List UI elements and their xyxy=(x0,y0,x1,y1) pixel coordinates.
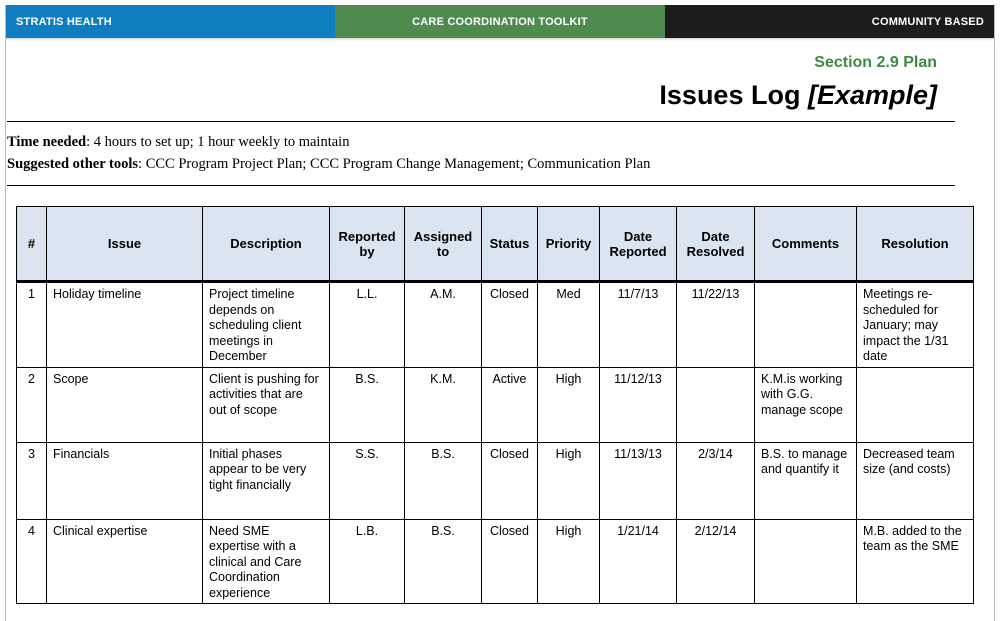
cell-number: 4 xyxy=(17,519,47,604)
column-header: Issue xyxy=(47,207,203,282)
cell-assigned-to: K.M. xyxy=(405,367,482,442)
cell-assigned-to: B.S. xyxy=(405,519,482,604)
cell-priority: High xyxy=(538,519,600,604)
column-header: # xyxy=(17,207,47,282)
cell-date-resolved: 2/3/14 xyxy=(677,442,755,519)
banner-setting: COMMUNITY BASED xyxy=(665,5,994,38)
cell-date-reported: 11/7/13 xyxy=(600,282,677,368)
cell-comments: K.M.is working with G.G. manage scope xyxy=(755,367,857,442)
time-needed xyxy=(7,134,349,151)
cell-date-resolved xyxy=(677,367,755,442)
cell-issue: Scope xyxy=(47,367,203,442)
column-header: Assigned to xyxy=(405,207,482,282)
column-header: Resolution xyxy=(857,207,974,282)
cell-status: Active xyxy=(482,367,538,442)
table-row xyxy=(17,442,974,519)
page-title xyxy=(659,80,937,111)
cell-status: Closed xyxy=(482,282,538,368)
cell-date-reported: 1/21/14 xyxy=(600,519,677,604)
cell-reported-by: S.S. xyxy=(330,442,405,519)
cell-description: Project timeline depends on scheduling client meetings in December xyxy=(203,282,330,368)
title-emphasis: [Example] xyxy=(807,80,937,110)
cell-assigned-to: B.S. xyxy=(405,442,482,519)
other-tools-value: : CCC Program Project Plan; CCC Program Change Management; Communication Plan xyxy=(138,156,651,172)
cell-date-resolved: 2/12/14 xyxy=(677,519,755,604)
cell-issue: Clinical expertise xyxy=(47,519,203,604)
table-row xyxy=(17,282,974,368)
cell-date-reported: 11/13/13 xyxy=(600,442,677,519)
cell-issue: Holiday timeline xyxy=(47,282,203,368)
time-needed-value: : 4 hours to set up; 1 hour weekly to maintain xyxy=(86,134,350,150)
cell-reported-by: L.L. xyxy=(330,282,405,368)
cell-priority: Med xyxy=(538,282,600,368)
section-label: Section 2.9 Plan xyxy=(814,54,937,71)
cell-issue: Financials xyxy=(47,442,203,519)
cell-reported-by: B.S. xyxy=(330,367,405,442)
top-divider xyxy=(7,121,955,122)
column-header: Date Resolved xyxy=(677,207,755,282)
other-tools xyxy=(7,156,650,173)
cell-resolution xyxy=(857,367,974,442)
bottom-divider xyxy=(7,185,955,186)
cell-description: Need SME expertise with a clinical and Care Coordination experience xyxy=(203,519,330,604)
issues-table xyxy=(16,206,974,604)
cell-resolution: M.B. added to the team as the SME xyxy=(857,519,974,604)
header-banner xyxy=(6,5,994,38)
table-row xyxy=(17,519,974,604)
column-header: Description xyxy=(203,207,330,282)
column-header: Status xyxy=(482,207,538,282)
cell-comments: B.S. to manage and quantify it xyxy=(755,442,857,519)
time-needed-label: Time needed xyxy=(7,134,87,150)
column-header: Comments xyxy=(755,207,857,282)
cell-priority: High xyxy=(538,367,600,442)
cell-comments xyxy=(755,282,857,368)
other-tools-label: Suggested other tools xyxy=(7,156,139,172)
table-header-row xyxy=(17,207,974,282)
table-row xyxy=(17,367,974,442)
cell-date-reported: 11/12/13 xyxy=(600,367,677,442)
banner-shadow xyxy=(6,38,994,41)
cell-date-resolved: 11/22/13 xyxy=(677,282,755,368)
cell-assigned-to: A.M. xyxy=(405,282,482,368)
cell-priority: High xyxy=(538,442,600,519)
column-header: Priority xyxy=(538,207,600,282)
column-header: Reported by xyxy=(330,207,405,282)
cell-comments xyxy=(755,519,857,604)
banner-toolkit: CARE COORDINATION TOOLKIT xyxy=(335,5,665,38)
cell-description: Initial phases appear to be very tight financially xyxy=(203,442,330,519)
cell-description: Client is pushing for activities that are out of scope xyxy=(203,367,330,442)
cell-resolution: Meetings re-scheduled for January; may impact the 1/31 date xyxy=(857,282,974,368)
title-main: Issues Log xyxy=(659,80,808,110)
cell-resolution: Decreased team size (and costs) xyxy=(857,442,974,519)
cell-reported-by: L.B. xyxy=(330,519,405,604)
cell-status: Closed xyxy=(482,519,538,604)
cell-number: 2 xyxy=(17,367,47,442)
cell-status: Closed xyxy=(482,442,538,519)
banner-org: STRATIS HEALTH xyxy=(6,5,335,38)
cell-number: 3 xyxy=(17,442,47,519)
cell-number: 1 xyxy=(17,282,47,368)
column-header: Date Reported xyxy=(600,207,677,282)
